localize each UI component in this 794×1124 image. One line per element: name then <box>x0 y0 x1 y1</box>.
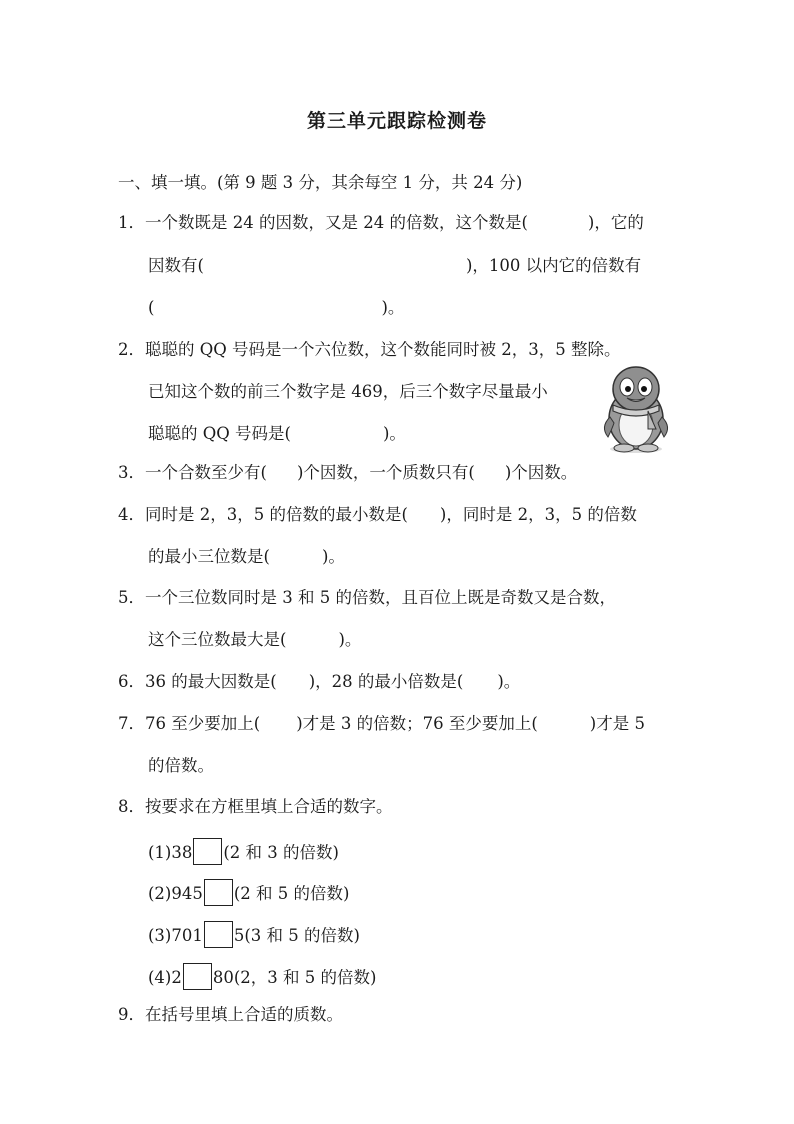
q5-text-b: )。 <box>338 630 362 649</box>
q1-text-f: )。 <box>381 298 405 317</box>
question-9-stem: 9．在括号里填上合适的质数。 <box>118 1005 343 1024</box>
q8-digit-box-3[interactable] <box>204 921 233 948</box>
section-heading: 一、填一填。(第 9 题 3 分，其余每空 1 分，共 24 分) <box>118 173 523 192</box>
q4-text-a: 4．同时是 2，3，5 的倍数的最小数是( <box>118 505 408 524</box>
q3-text-a: 3．一个合数至少有( <box>118 463 267 482</box>
q5-text-a: 这个三位数最大是( <box>148 630 287 649</box>
question-5-line-1: 5．一个三位数同时是 3 和 5 的倍数，且百位上既是奇数又是合数， <box>118 588 616 607</box>
question-8-item-2 <box>148 879 349 906</box>
q2-text-a: 聪聪的 QQ 号码是( <box>148 424 291 443</box>
q7-text-b: )才是 3 的倍数；76 至少要加上( <box>296 714 538 733</box>
q8-item-1-after: (2 和 3 的倍数) <box>223 843 339 862</box>
q8-item-3-before: (3)701 <box>148 926 203 945</box>
q8-item-1-before: (1)38 <box>148 843 193 862</box>
q7-text-a: 7．76 至少要加上( <box>118 714 261 733</box>
q3-text-b: )个因数，一个质数只有( <box>296 463 475 482</box>
question-2-line-3 <box>148 423 406 445</box>
q4-text-d: )。 <box>321 547 345 566</box>
question-3 <box>118 462 577 484</box>
q8-digit-box-4[interactable] <box>183 963 212 990</box>
q4-text-c: 的最小三位数是( <box>148 547 270 566</box>
question-7-line-2: 的倍数。 <box>148 756 214 775</box>
question-1-line-1 <box>118 212 644 234</box>
question-7-line-1 <box>118 713 645 735</box>
q8-item-4-before: (4)2 <box>148 968 182 987</box>
question-8-item-1 <box>148 838 339 865</box>
question-2-line-2: 已知这个数的前三个数字是 469，后三个数字尽量最小 <box>148 382 548 401</box>
q4-text-b: )，同时是 2，3，5 的倍数 <box>439 505 637 524</box>
q2-text-b: )。 <box>382 424 406 443</box>
page-title: 第三单元跟踪检测卷 <box>306 110 487 132</box>
q8-item-2-before: (2)945 <box>148 884 203 903</box>
question-5-line-2 <box>148 629 361 651</box>
q8-digit-box-1[interactable] <box>193 838 222 865</box>
q8-item-4-after: 80(2，3 和 5 的倍数) <box>212 968 377 987</box>
q1-text-a: 1．一个数既是 24 的因数，又是 24 的倍数，这个数是( <box>118 213 528 232</box>
q6-text-c: )。 <box>497 672 521 691</box>
q8-item-2-after: (2 和 5 的倍数) <box>233 884 350 903</box>
q1-text-b: )，它的 <box>587 213 644 232</box>
q8-digit-box-2[interactable] <box>204 879 233 906</box>
question-4-line-1 <box>118 504 637 526</box>
question-1-line-3 <box>148 297 404 319</box>
question-1-line-2 <box>148 255 641 277</box>
penguin-mascot-icon <box>596 363 676 455</box>
question-8-stem: 8．按要求在方框里填上合适的数字。 <box>118 797 393 816</box>
q3-text-c: )个因数。 <box>504 463 578 482</box>
q1-text-c: 因数有( <box>148 256 204 275</box>
q1-text-d: )，100 以内它的倍数有 <box>465 256 642 275</box>
question-4-line-2 <box>148 546 345 568</box>
q6-text-a: 6．36 的最大因数是( <box>118 672 277 691</box>
q1-text-e: ( <box>148 298 155 317</box>
question-8-item-4 <box>148 963 376 990</box>
q7-text-c: )才是 5 <box>589 714 645 733</box>
question-2-line-1: 2．聪聪的 QQ 号码是一个六位数，这个数能同时被 2，3，5 整除。 <box>118 340 621 359</box>
q8-item-3-after: 5(3 和 5 的倍数) <box>233 926 360 945</box>
question-6 <box>118 671 520 693</box>
question-8-item-3 <box>148 921 360 948</box>
q6-text-b: )，28 的最小倍数是( <box>308 672 464 691</box>
